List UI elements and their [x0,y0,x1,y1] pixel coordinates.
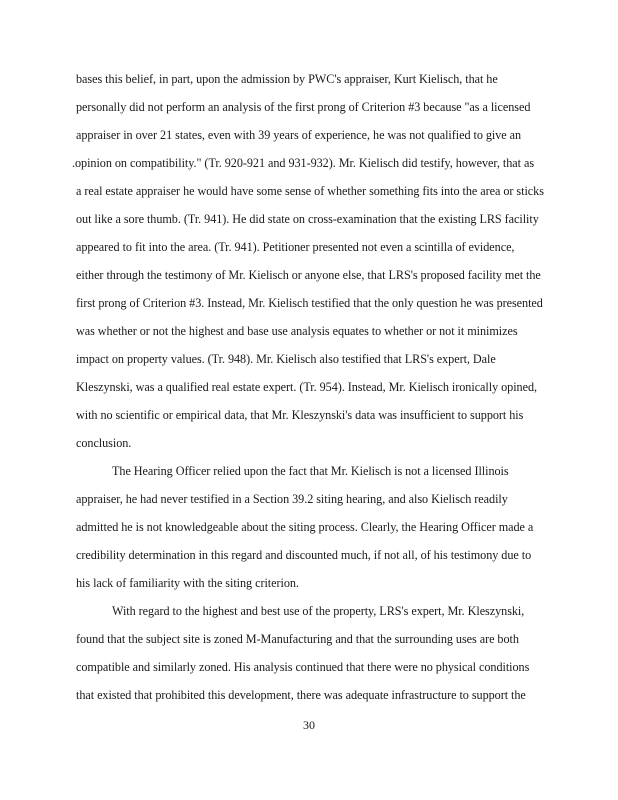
text-line: with no scientific or empirical data, that Mr. Kleszynski's data was insufficient to support his [76,408,524,422]
text-line: credibility determination in this regard and discounted much, if not all, of his testimony due to [76,548,532,562]
text-line: compatible and similarly zoned. His analysis continued that there were no physical conditions [76,660,530,674]
text-line: was whether or not the highest and base use analysis equates to whether or not it minimizes [76,324,518,338]
text-line: admitted he is not knowledgeable about the siting process. Clearly, the Hearing Officer made a [76,520,534,534]
text-line: impact on property values. (Tr. 948). Mr. Kielisch also testified that LRS's expert, Dale [76,352,496,366]
text-line: conclusion. [76,436,132,450]
text-line: appeared to fit into the area. (Tr. 941). Petitioner presented not even a scintilla of evidence, [76,240,515,254]
text-line: bases this belief, in part, upon the admission by PWC's appraiser, Kurt Kielisch, that he [76,72,498,86]
text-line: personally did not perform an analysis of the first prong of Criterion #3 because "as a licensed [76,100,531,114]
paragraph-first-line: The Hearing Officer relied upon the fact that Mr. Kielisch is not a licensed Illinois [112,464,509,478]
text-line: that existed that prohibited this development, there was adequate infrastructure to support the [76,688,526,702]
paragraph-first-line: With regard to the highest and best use of the property, LRS's expert, Mr. Kleszynski, [112,604,525,618]
text-line: a real estate appraiser he would have some sense of whether something fits into the area or sticks [76,184,544,198]
text-line: found that the subject site is zoned M-Manufacturing and that the surrounding uses are both [76,632,519,646]
text-line: appraiser, he had never testified in a Section 39.2 siting hearing, and also Kielisch readily [76,492,508,506]
text-line: .opinion on compatibility." (Tr. 920-921 and 931-932). Mr. Kielisch did testify, however, that as [72,156,535,170]
text-line: first prong of Criterion #3. Instead, Mr. Kielisch testified that the only question he was presented [76,296,543,310]
text-line: either through the testimony of Mr. Kielisch or anyone else, that LRS's proposed facility met the [76,268,541,282]
text-line: Kleszynski, was a qualified real estate expert. (Tr. 954). Instead, Mr. Kielisch ironically opined, [76,380,537,394]
text-line: out like a sore thumb. (Tr. 941). He did state on cross-examination that the existing LRS facility [76,212,539,226]
page-number: 30 [303,718,315,732]
text-line: appraiser in over 21 states, even with 39 years of experience, he was not qualified to give an [76,128,522,142]
text-line: his lack of familiarity with the siting criterion. [76,576,299,590]
